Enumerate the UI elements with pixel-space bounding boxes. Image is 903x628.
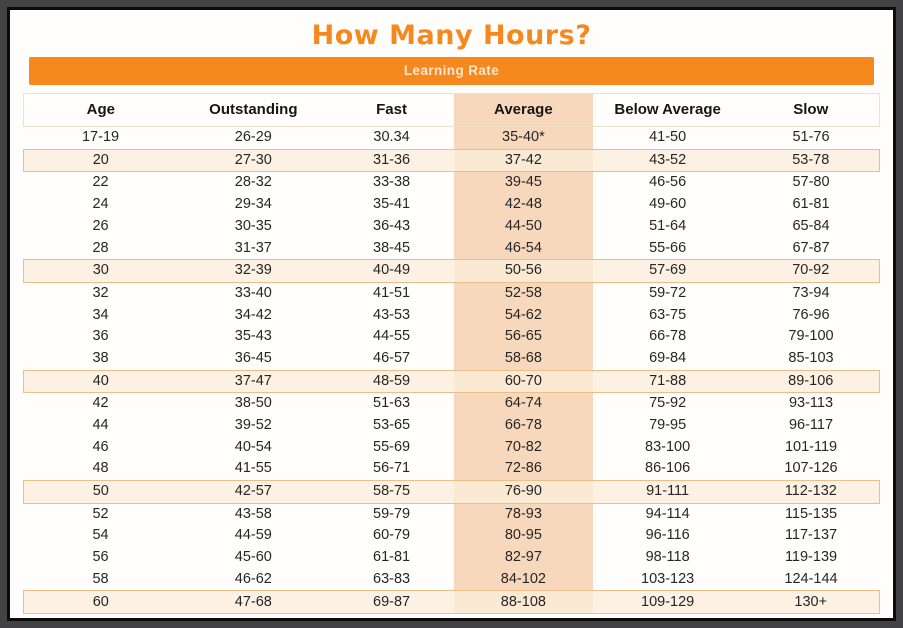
- table-row: [24, 149, 880, 172]
- table-cell: 59-72: [649, 284, 687, 301]
- table-cell: 40: [24, 370, 178, 393]
- table-cell: 30.34: [373, 129, 410, 146]
- table-cell: 101-119: [784, 438, 838, 455]
- table-cell: 91-111: [593, 481, 743, 504]
- table-cell: 30-35: [234, 217, 272, 234]
- table-cell: 43-58: [234, 505, 272, 522]
- table-cell: 60-70: [454, 370, 593, 393]
- column-header: Fast: [329, 94, 454, 127]
- table-cell: 38-50: [234, 395, 272, 412]
- table-cell: 72-86: [454, 458, 593, 480]
- table-cell: 63-75: [649, 306, 687, 323]
- page-title: How Many Hours?: [311, 20, 592, 51]
- table-cell: 38: [92, 349, 109, 366]
- column-header: Slow: [743, 94, 880, 127]
- table-cell: 36: [92, 328, 109, 345]
- table-row: [24, 127, 880, 150]
- table-cell: 75-92: [649, 395, 687, 412]
- table-cell: 43-52: [593, 149, 743, 172]
- table-cell: 98-118: [645, 549, 690, 566]
- table-cell: 32-39: [178, 260, 330, 283]
- table-row: [24, 591, 880, 614]
- table-cell: 78-93: [454, 503, 593, 525]
- table-row: [24, 525, 880, 547]
- table-cell: 41-51: [373, 284, 411, 301]
- table-cell: 44: [92, 417, 109, 434]
- column-header: Below Average: [593, 94, 743, 127]
- table-cell: 37-47: [178, 370, 330, 393]
- table-cell: 43-53: [373, 306, 411, 323]
- table-cell: 53-65: [373, 417, 411, 434]
- table-cell: 34-42: [234, 306, 272, 323]
- table-cell: 28-32: [234, 174, 272, 191]
- table-cell: 119-139: [784, 549, 838, 566]
- table-row: [24, 237, 880, 259]
- table-cell: 69-84: [649, 349, 687, 366]
- table-cell: 30: [24, 260, 178, 283]
- table-cell: 49-60: [649, 196, 687, 213]
- table-cell: 86-106: [645, 460, 691, 477]
- table-cell: 57-69: [593, 260, 743, 283]
- table-cell: 36-43: [373, 217, 411, 234]
- table-cell: 48: [92, 460, 109, 477]
- table-cell: 55-66: [649, 239, 687, 256]
- table-cell: 56: [92, 549, 109, 566]
- table-cell: 35-41: [373, 196, 411, 213]
- table-cell: 93-113: [788, 395, 834, 412]
- column-header: Outstanding: [178, 94, 330, 127]
- table-cell: 46-57: [373, 349, 411, 366]
- table-cell: 31-37: [234, 239, 272, 256]
- table-row: [24, 194, 880, 216]
- table-cell: 88-108: [454, 591, 593, 614]
- table-cell: 34: [92, 306, 109, 323]
- table-cell: 79-100: [788, 328, 834, 345]
- table-row: [24, 569, 880, 591]
- table-cell: 27-30: [178, 149, 330, 172]
- table-cell: 124-144: [784, 570, 838, 587]
- table-cell: 89-106: [743, 370, 880, 393]
- table-row: [24, 393, 880, 415]
- table-cell: 61-81: [373, 549, 411, 566]
- table-row: [24, 260, 880, 283]
- table-cell: 41-55: [234, 460, 272, 477]
- table-cell: 42: [92, 395, 109, 412]
- table-cell: 28: [92, 239, 109, 256]
- table-cell: 83-100: [645, 438, 691, 455]
- table-cell: 20: [24, 149, 178, 172]
- table-cell: 96-117: [788, 417, 834, 434]
- table-cell: 45-60: [234, 549, 272, 566]
- table-cell: 35-40*: [454, 127, 593, 150]
- table-cell: 60-79: [373, 527, 411, 544]
- table-cell: 31-36: [329, 149, 454, 172]
- table-cell: 35-43: [234, 328, 272, 345]
- table-cell: 57-80: [792, 174, 830, 191]
- table-cell: 54-62: [454, 305, 593, 327]
- table-cell: 130+: [743, 591, 880, 614]
- table-cell: 58-68: [454, 348, 593, 370]
- table-cell: 50: [24, 481, 178, 504]
- table-cell: 107-126: [784, 460, 838, 477]
- table-cell: 46: [92, 438, 109, 455]
- table-cell: 82-97: [454, 547, 593, 569]
- table-cell: 50-56: [454, 260, 593, 283]
- table-cell: 24: [92, 196, 109, 213]
- table-cell: 36-45: [234, 349, 272, 366]
- table-cell: 58: [92, 570, 109, 587]
- table-cell: 26: [92, 217, 109, 234]
- table-header-row: [24, 94, 880, 127]
- table-cell: 66-78: [454, 415, 593, 437]
- table-cell: 52: [92, 505, 109, 522]
- table-cell: 66-78: [649, 328, 687, 345]
- table-cell: 33-38: [373, 174, 411, 191]
- table-row: [24, 370, 880, 393]
- table-cell: 48-59: [329, 370, 454, 393]
- page: [7, 7, 896, 621]
- table-cell: 39-45: [454, 172, 593, 194]
- table-cell: 52-58: [454, 282, 593, 304]
- table-cell: 94-114: [645, 505, 690, 522]
- table-cell: 44-50: [454, 216, 593, 238]
- table-row: [24, 172, 880, 194]
- table-cell: 42-48: [454, 194, 593, 216]
- table-cell: 40-54: [234, 438, 272, 455]
- table-cell: 46-54: [454, 237, 593, 259]
- table-cell: 76-96: [792, 306, 830, 323]
- table-cell: 70-82: [454, 437, 593, 459]
- learning-rate-band: [29, 57, 874, 85]
- table-row: [24, 282, 880, 304]
- table-cell: 69-87: [329, 591, 454, 614]
- table-cell: 46-62: [234, 570, 272, 587]
- table-row: [24, 437, 880, 459]
- table-cell: 60: [24, 591, 178, 614]
- table-cell: 58-75: [329, 481, 454, 504]
- table-cell: 67-87: [792, 239, 830, 256]
- table-body: [24, 127, 880, 614]
- table-row: [24, 326, 880, 348]
- table-cell: 17-19: [81, 129, 120, 146]
- table-cell: 115-135: [784, 505, 838, 522]
- table-row: [24, 458, 880, 480]
- table-cell: 63-83: [373, 570, 411, 587]
- table-cell: 76-90: [454, 481, 593, 504]
- table-cell: 64-74: [454, 393, 593, 415]
- table-cell: 85-103: [788, 349, 834, 366]
- table-cell: 37-42: [454, 149, 593, 172]
- table-cell: 42-57: [178, 481, 330, 504]
- table-cell: 40-49: [329, 260, 454, 283]
- table-cell: 117-137: [784, 527, 838, 544]
- table-cell: 61-81: [792, 196, 830, 213]
- table-cell: 41-50: [649, 129, 687, 146]
- table-cell: 29-34: [234, 196, 272, 213]
- table-row: [24, 481, 880, 504]
- table-cell: 54: [92, 527, 109, 544]
- table-cell: 32: [92, 284, 109, 301]
- table-cell: 26-29: [234, 129, 272, 146]
- table-row: [24, 348, 880, 370]
- table-cell: 80-95: [454, 525, 593, 547]
- table-cell: 112-132: [743, 481, 880, 504]
- table-cell: 38-45: [373, 239, 411, 256]
- table-cell: 51-63: [373, 395, 411, 412]
- table-cell: 79-95: [649, 417, 687, 434]
- hours-table: [23, 93, 880, 614]
- table-cell: 55-69: [373, 438, 411, 455]
- table-row: [24, 503, 880, 525]
- table-cell: 59-79: [373, 505, 411, 522]
- table-row: [24, 415, 880, 437]
- table-cell: 71-88: [593, 370, 743, 393]
- table-cell: 109-129: [593, 591, 743, 614]
- table-cell: 51-76: [792, 129, 830, 146]
- table-cell: 44-59: [234, 527, 272, 544]
- table-cell: 70-92: [743, 260, 880, 283]
- table-cell: 46-56: [649, 174, 687, 191]
- learning-rate-label: Learning Rate: [403, 63, 500, 78]
- table-cell: 47-68: [178, 591, 330, 614]
- table-cell: 44-55: [373, 328, 411, 345]
- table-cell: 56-71: [373, 460, 411, 477]
- table-cell: 53-78: [743, 149, 880, 172]
- table-cell: 22: [92, 174, 109, 191]
- column-header: Age: [24, 94, 178, 127]
- table-cell: 65-84: [792, 217, 830, 234]
- table-cell: 96-116: [645, 527, 690, 544]
- column-header: Average: [454, 94, 593, 127]
- table-cell: 73-94: [792, 284, 830, 301]
- table-cell: 56-65: [454, 326, 593, 348]
- table-cell: 39-52: [234, 417, 272, 434]
- table-row: [24, 305, 880, 327]
- table-cell: 84-102: [454, 569, 593, 591]
- table-cell: 33-40: [234, 284, 272, 301]
- table-cell: 51-64: [649, 217, 687, 234]
- table-row: [24, 547, 880, 569]
- table-cell: 103-123: [641, 570, 695, 587]
- table-row: [24, 216, 880, 238]
